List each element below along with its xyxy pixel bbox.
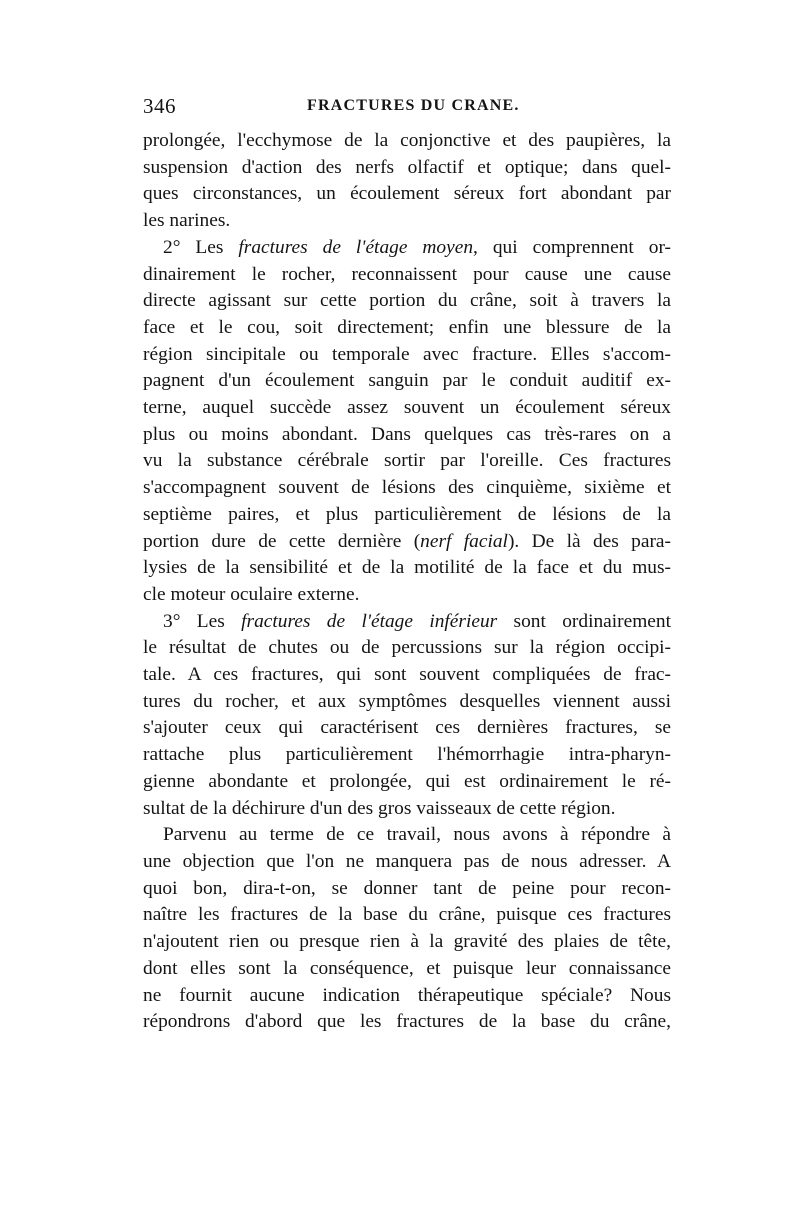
text-line: naître les fractures de la base du crâne, puisque ces fractures — [143, 904, 671, 926]
text-segment: 3° Les — [163, 610, 242, 632]
text-line: le résultat de chutes ou de percussions sur la région occipi- — [143, 637, 671, 659]
text-line: ne fournit aucune indication thérapeutique spéciale? Nous — [143, 984, 671, 1006]
text-line: vu la substance cérébrale sortir par l'oreille. Ces fractures — [143, 450, 671, 472]
italic-term: fractures de l'étage moyen — [238, 236, 474, 258]
text-line: cle moteur oculaire externe. — [143, 583, 360, 605]
text-line: une objection que l'on ne manquera pas de nous adresser. A — [143, 850, 671, 872]
text-segment: , qui comprennent or- — [473, 236, 671, 258]
text-line: rattache plus particulièrement l'hémorrhagie intra-pharyn- — [143, 744, 671, 766]
text-line: les narines. — [143, 210, 231, 232]
text-line — [143, 609, 671, 636]
body-text — [143, 128, 671, 1036]
text-segment: ). De là des para- — [507, 530, 671, 552]
text-line: n'ajoutent rien ou presque rien à la gravité des plaies de tête, — [143, 931, 671, 953]
text-line: plus ou moins abondant. Dans quelques cas très-rares on a — [143, 423, 671, 445]
text-segment: portion dure de cette dernière ( — [143, 530, 421, 552]
text-line: région sincipitale ou temporale avec fracture. Elles s'accom- — [143, 343, 671, 365]
text-line: septième paires, et plus particulièrement de lésions de la — [143, 503, 671, 525]
text-line: tale. A ces fractures, qui sont souvent compliquées de frac- — [143, 664, 671, 686]
text-line: dinairement le rocher, reconnaissent pour cause une cause — [143, 263, 671, 285]
text-line: face et le cou, soit directement; enfin une blessure de la — [143, 316, 671, 338]
text-line: s'ajouter ceux qui caractérisent ces dernières fractures, se — [143, 717, 671, 739]
italic-term: nerf facial — [420, 530, 508, 552]
text-line — [143, 235, 671, 262]
text-segment: sont ordinairement — [497, 610, 671, 632]
text-line: dont elles sont la conséquence, et puisque leur connaissance — [143, 957, 671, 979]
text-line: gienne abondante et prolongée, qui est ordinairement le ré- — [143, 770, 671, 792]
text-line: tures du rocher, et aux symptômes desquelles viennent aussi — [143, 690, 671, 712]
text-line: suspension d'action des nerfs olfactif et optique; dans quel- — [143, 156, 671, 178]
text-line: directe agissant sur cette portion du crâne, soit à travers la — [143, 290, 671, 312]
italic-term: fractures de l'étage inférieur — [241, 610, 498, 632]
text-line: lysies de la sensibilité et de la motilité de la face et du mus- — [143, 557, 671, 579]
text-line: ques circonstances, un écoulement séreux fort abondant par — [143, 183, 671, 205]
running-title: FRACTURES DU CRANE. — [307, 97, 520, 114]
text-line: pagnent d'un écoulement sanguin par le conduit auditif ex- — [143, 370, 671, 392]
book-page — [143, 94, 671, 1036]
text-line: Parvenu au terme de ce travail, nous avons à répondre à — [163, 824, 671, 846]
text-segment: 2° Les — [163, 236, 239, 258]
text-line: prolongée, l'ecchymose de la conjonctive et des paupières, la — [143, 130, 671, 151]
text-line: s'accompagnent souvent de lésions des cinquième, sixième et — [143, 477, 671, 499]
text-line: quoi bon, dira-t-on, se donner tant de peine pour recon- — [143, 877, 671, 899]
text-line: terne, auquel succède assez souvent un écoulement séreux — [143, 397, 671, 419]
text-line: répondrons d'abord que les fractures de la base du crâne, — [143, 1011, 671, 1033]
page-number: 346 — [143, 94, 176, 118]
text-line — [143, 529, 671, 556]
running-head — [143, 94, 671, 128]
text-line: sultat de la déchirure d'un des gros vaisseaux de cette région. — [143, 797, 616, 819]
